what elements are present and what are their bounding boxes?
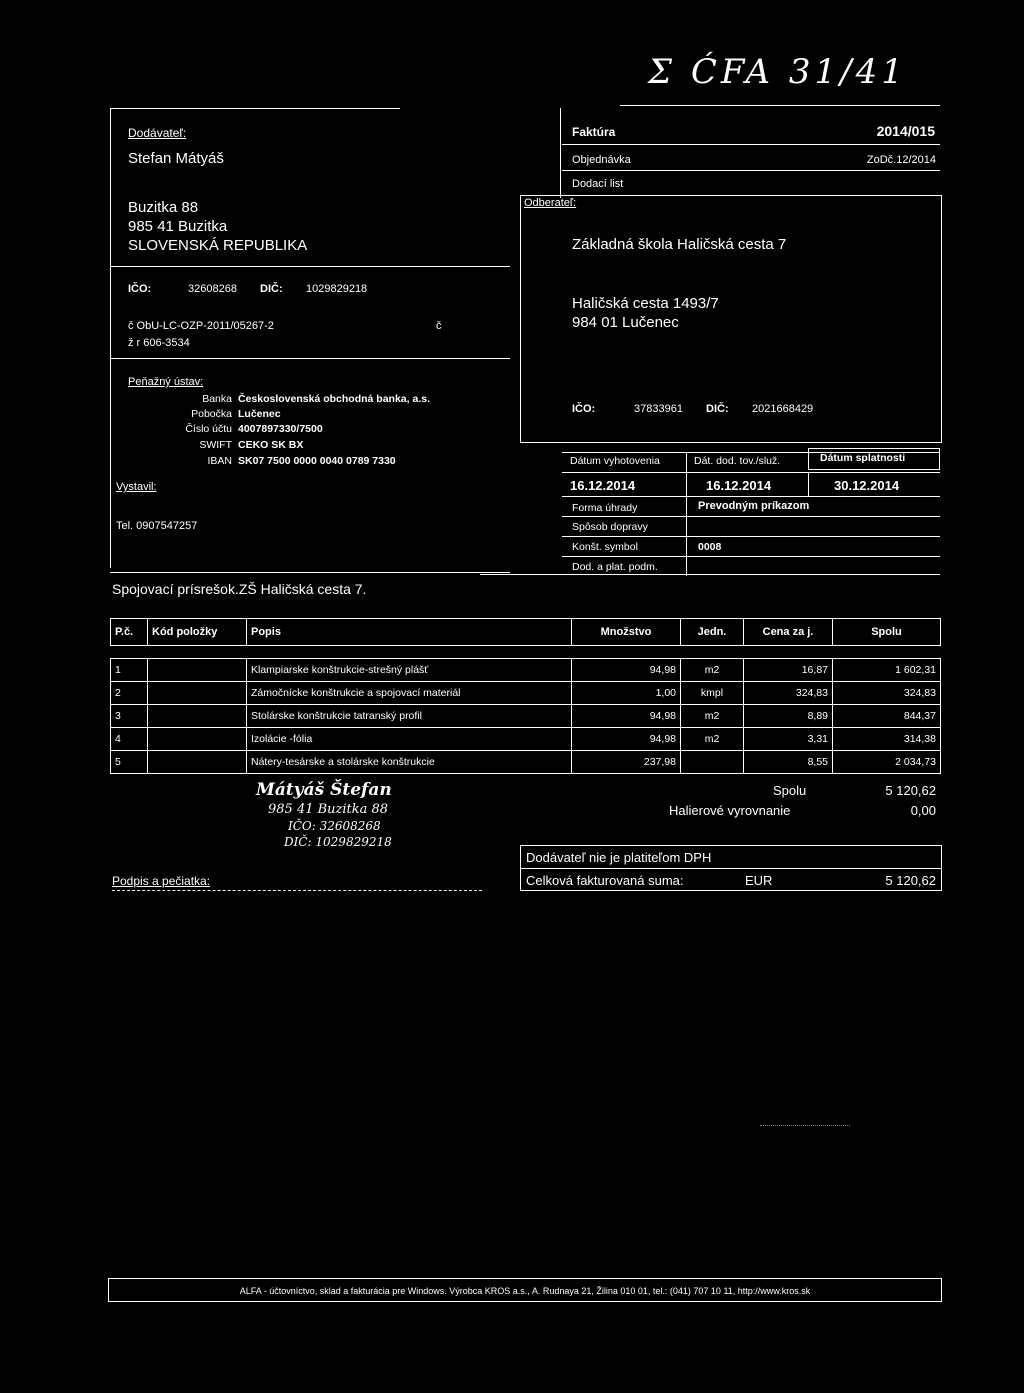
row-total: 314,38 [833,728,941,751]
supplier-phone: Tel. 0907547257 [116,520,198,532]
row-unit: m2 [681,659,744,682]
divider-note [110,572,510,573]
stamp-dic: DIČ: 1029829218 [284,835,392,849]
totals-box-divider [520,868,942,869]
doc-line-2 [562,170,940,171]
table-row [111,682,941,705]
payment-value: Prevodným príkazom [698,500,810,512]
bank-value-3: 4007897330/7500 [238,423,323,435]
row-qty: 94,98 [572,705,681,728]
row-code [148,682,247,705]
supply-date-label: Dát. dod. tov./služ. [694,455,781,467]
row-unit: kmpl [681,682,744,705]
row-qty: 1,00 [572,682,681,705]
terms-sep [686,496,687,576]
footer-text: ALFA - účtovníctvo, sklad a fakturácia pre Windows. Výrobca KROS a.s., A. Rudnaya 21, Žilina 010 01, tel.: (041) 707 10 11, http://www.kros.sk [239,1286,811,1296]
stamp-name: Mátyáš Štefan [256,780,392,800]
row-no: 4 [111,728,148,751]
table-row [111,705,941,728]
due-date: 30.12.2014 [834,478,900,493]
terms-line-2 [562,536,940,537]
top-line-left [110,108,400,109]
row-price: 8,89 [744,705,833,728]
terms-line-bottom [480,574,940,575]
supplier-reg-extra: č [436,320,442,332]
col-header-total: Spolu [833,619,941,646]
table-row [111,728,941,751]
supplier-address-2: 985 41 Buzitka [128,218,228,235]
supplier-ico: 32608268 [188,283,237,295]
row-qty: 94,98 [572,728,681,751]
grand-total-currency: EUR [745,873,773,888]
doc-type-label: Faktúra [572,125,616,139]
items-header-row [111,619,941,646]
issued-by-label: Vystavil: [116,481,157,493]
row-unit: m2 [681,728,744,751]
bank-value-1: Československá obchodná banka, a.s. [238,393,430,405]
row-no: 5 [111,751,148,774]
bank-value-5: SK07 7500 0000 0040 0789 7330 [238,455,396,467]
bank-label-5: IBAN [207,455,232,467]
row-total: 1 602,31 [833,659,941,682]
invoice-note: Spojovací prísrešok.ZŠ Haličská cesta 7. [112,581,367,597]
order-label: Objednávka [572,154,631,166]
col-header-unit: Jedn. [681,619,744,646]
row-no: 2 [111,682,148,705]
supplier-address-1: Buzitka 88 [128,199,199,216]
row-code [148,728,247,751]
row-total: 844,37 [833,705,941,728]
row-desc: Zámočnícke konštrukcie a spojovací materiál [247,682,572,705]
sum-value: 5 120,62 [885,783,936,798]
divider-bank [110,358,510,359]
bank-value-2: Lučenec [238,408,281,420]
row-total: 2 034,73 [833,751,941,774]
vat-note: Dodávateľ nie je platiteľom DPH [526,850,712,865]
bank-heading: Peňažný ústav: [128,376,204,388]
row-price: 324,83 [744,682,833,705]
row-unit [681,751,744,774]
row-code [148,705,247,728]
supplier-heading: Dodávateľ: [128,126,187,140]
row-desc: Izolácie -fólia [247,728,572,751]
bank-label-2: Pobočka [191,408,232,420]
row-unit: m2 [681,705,744,728]
doc-number: 2014/015 [876,123,935,139]
col-header-code: Kód položky [148,619,247,646]
table-row [111,751,941,774]
grand-total-label: Celková fakturovaná suma: [526,873,684,888]
transport-label: Spôsob dopravy [572,521,648,533]
row-desc: Stolárske konštrukcie tatranský profil [247,705,572,728]
stamp-address: 985 41 Buzitka 88 [268,802,389,817]
items-table [110,618,941,774]
customer-name: Základná škola Haličská cesta 7 [572,236,787,253]
symbol-label: Konšt. symbol [572,541,638,553]
row-price: 16,87 [744,659,833,682]
customer-ico: 37833961 [634,403,683,415]
row-qty: 237,98 [572,751,681,774]
dates-sep-3 [808,472,809,496]
order-value: ZoDč.12/2014 [866,154,936,166]
row-price: 3,31 [744,728,833,751]
dates-line-bottom [562,496,940,497]
payment-label: Forma úhrady [572,502,638,514]
due-date-label: Dátum splatnosti [820,452,906,464]
supplier-ico-label: IČO: [128,283,152,295]
handwritten-mark: Σ ĆFA 31/41 [648,52,907,92]
row-code [148,751,247,774]
row-no: 1 [111,659,148,682]
issue-date-label: Dátum vyhotovenia [570,455,660,467]
grand-total-value: 5 120,62 [885,873,936,888]
customer-ico-label: IČO: [572,403,596,415]
bank-value-4: CEKO SK BX [238,439,304,451]
bank-label-1: Banka [202,393,232,405]
symbol-value: 0008 [698,541,722,553]
signature-line [112,890,482,892]
row-desc: Nátery-tesárske a stolárske konštrukcie [247,751,572,774]
rounding-value: 0,00 [910,803,936,818]
customer-city: 984 01 Lučenec [572,314,679,331]
divider-supplier [110,266,510,267]
row-price: 8,55 [744,751,833,774]
bank-label-3: Číslo účtu [185,423,232,435]
faint-stamp-mark [760,1085,850,1126]
rounding-label: Halierové vyrovnanie [669,803,791,818]
supplier-reg-2: ž r 606-3534 [128,337,190,349]
doc-line-1 [562,144,940,145]
supplier-dic-label: DIČ: [260,283,283,295]
row-qty: 94,98 [572,659,681,682]
customer-heading: Odberateľ: [524,197,577,209]
row-desc: Klampiarske konštrukcie-strešný plášť [247,659,572,682]
col-header-no: P.č. [111,619,148,646]
top-line-right [620,105,940,106]
signature-label: Podpis a pečiatka: [112,874,211,888]
delivery-label: Dodací list [572,178,624,190]
row-no: 3 [111,705,148,728]
row-code [148,659,247,682]
doc-frame-line [560,108,561,198]
row-total: 324,83 [833,682,941,705]
supplier-dic: 1029829218 [306,283,368,295]
customer-street: Haličská cesta 1493/7 [572,295,719,312]
conditions-label: Dod. a plat. podm. [572,561,658,573]
dates-sep-2 [686,472,687,496]
stamp-ico: IČO: 32608268 [288,819,381,833]
terms-line-1 [562,516,940,517]
supplier-name: Stefan Mátyáš [128,150,224,167]
customer-dic: 2021668429 [752,403,814,415]
issue-date: 16.12.2014 [570,478,636,493]
supply-date: 16.12.2014 [706,478,772,493]
customer-dic-label: DIČ: [706,403,729,415]
col-header-qty: Množstvo [572,619,681,646]
col-header-desc: Popis [247,619,572,646]
dates-line-mid [562,472,940,473]
table-row [111,659,941,682]
terms-line-3 [562,556,940,557]
sum-label: Spolu [773,783,807,798]
col-header-price: Cena za j. [744,619,833,646]
bank-label-4: SWIFT [199,439,232,451]
supplier-reg-1: č ObU-LC-OZP-2011/05267-2 [128,320,274,332]
supplier-country: SLOVENSKÁ REPUBLIKA [128,237,308,254]
left-frame-line [110,108,111,568]
